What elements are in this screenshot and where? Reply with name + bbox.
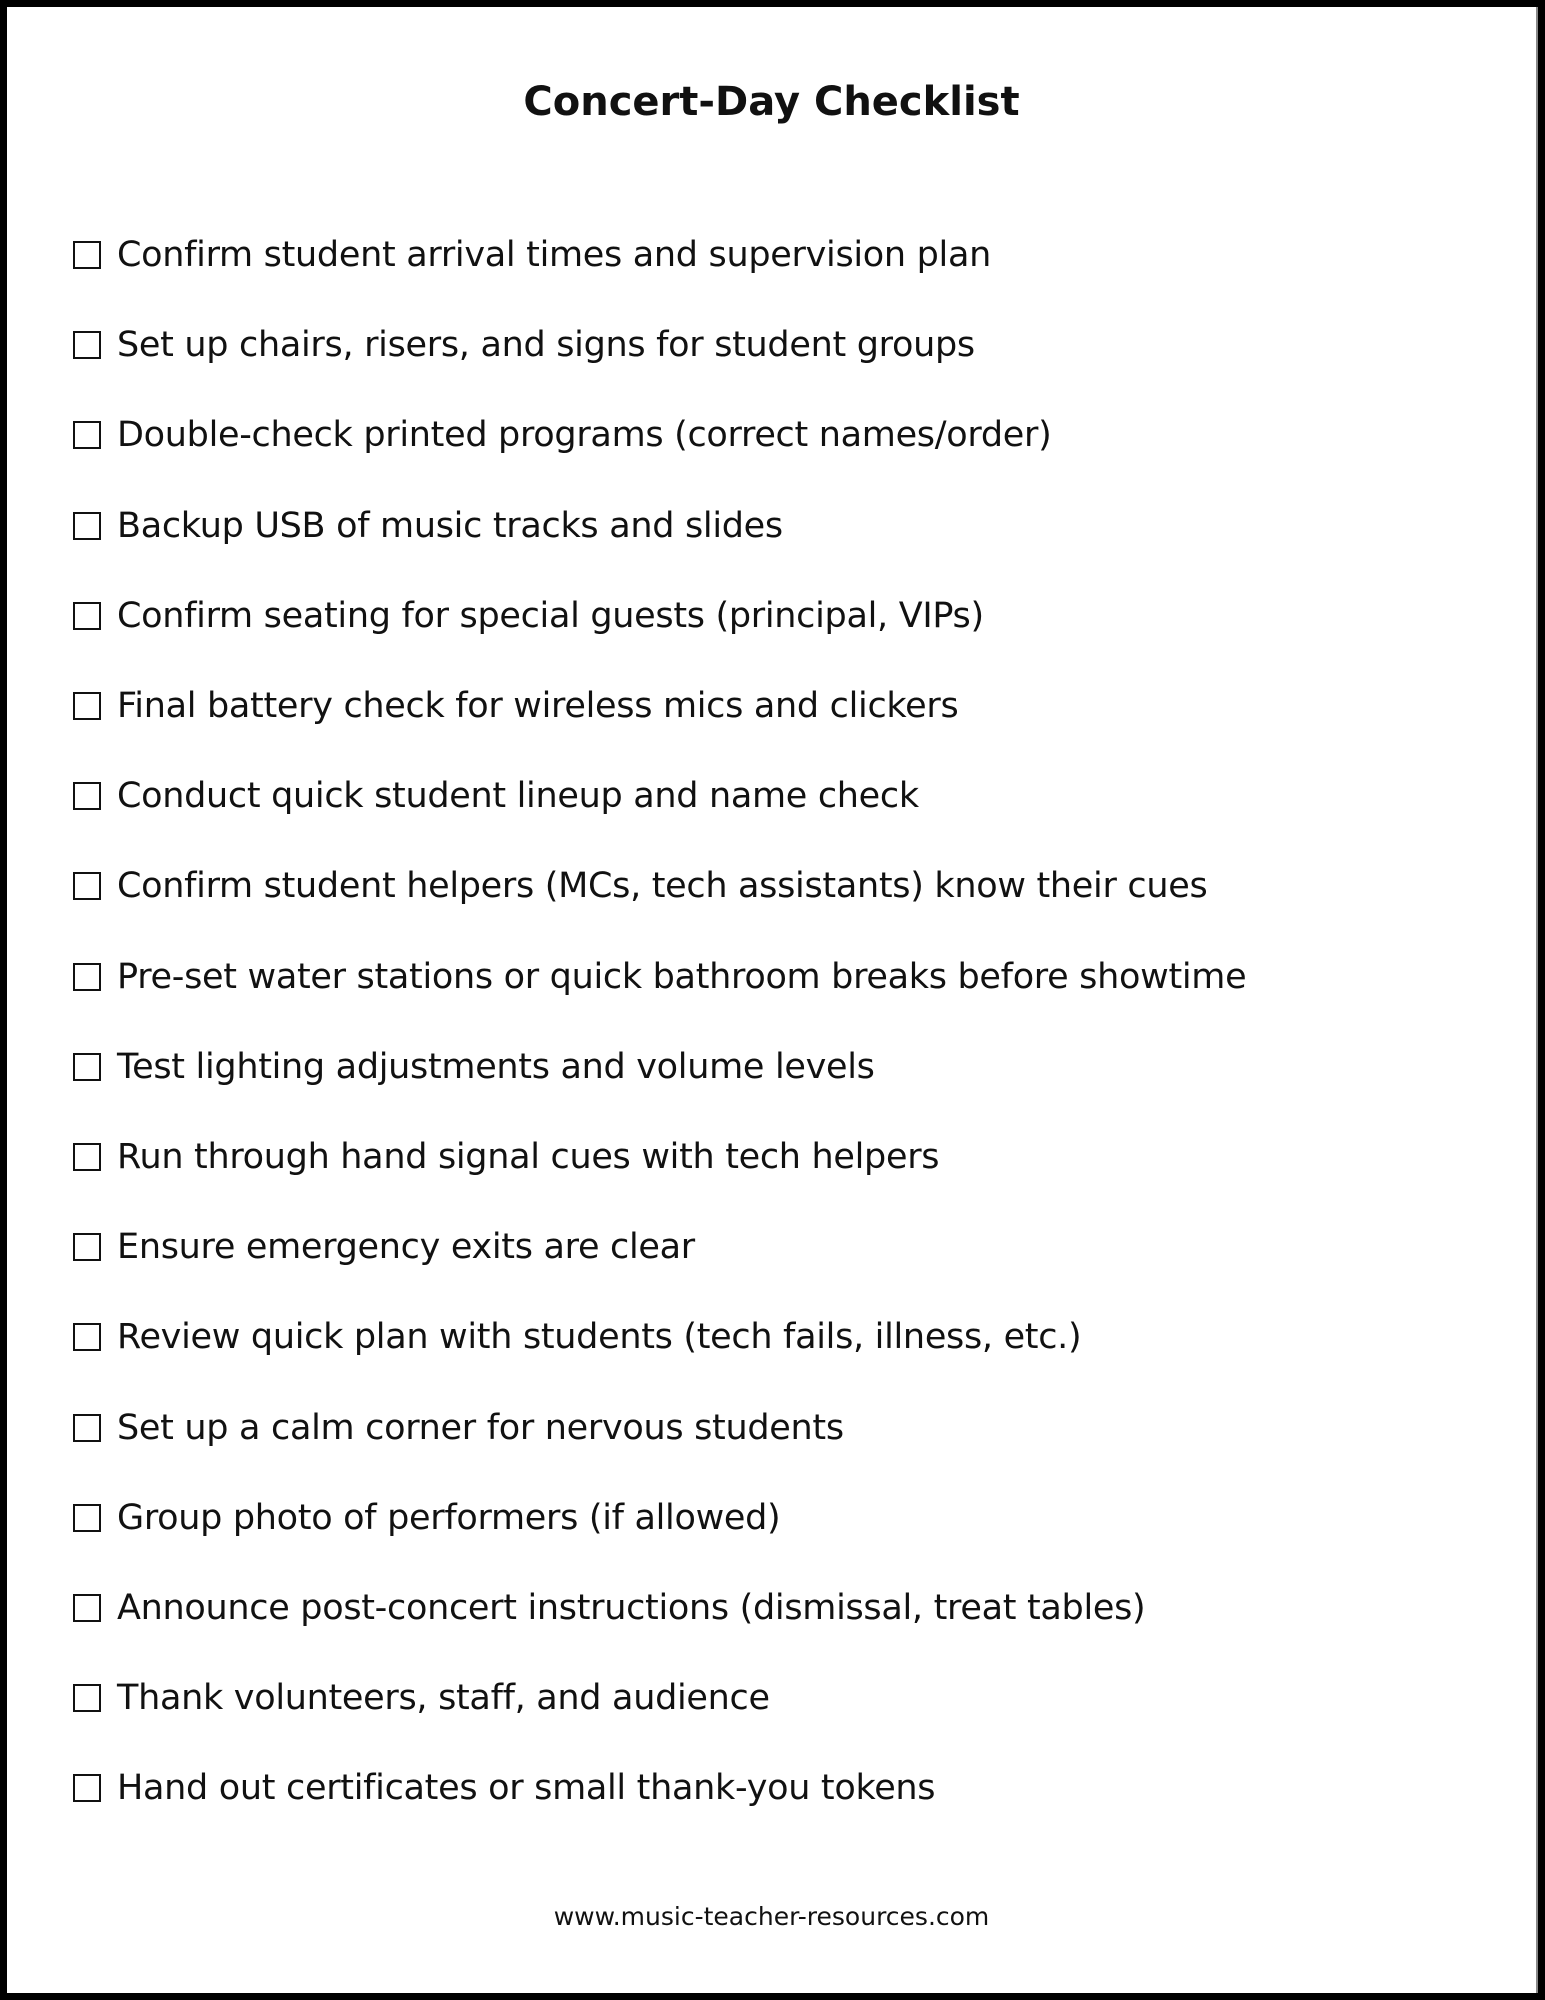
checkbox-icon[interactable] [73,963,101,991]
checklist-item [73,1112,1246,1202]
checklist-item [73,1563,1246,1653]
checklist-item-label: Confirm student helpers (MCs, tech assistants) know their cues [117,866,1208,907]
checkbox-icon[interactable] [73,1684,101,1712]
checklist-item-label: Backup USB of music tracks and slides [117,505,783,546]
checkbox-icon[interactable] [73,602,101,630]
checklist-item-label: Set up a calm corner for nervous students [117,1407,844,1448]
checklist-item-label: Group photo of performers (if allowed) [117,1497,781,1538]
checklist-item-label: Set up chairs, risers, and signs for student groups [117,325,975,366]
checklist-item-label: Run through hand signal cues with tech helpers [117,1136,940,1177]
checklist-item-label: Ensure emergency exits are clear [117,1227,695,1268]
checkbox-icon[interactable] [73,1594,101,1622]
checklist-item [73,932,1246,1022]
checkbox-icon[interactable] [73,1504,101,1532]
checklist [73,210,1246,1833]
page-title: Concert-Day Checklist [523,79,1020,125]
checkbox-icon[interactable] [73,421,101,449]
checklist-item [73,1292,1246,1382]
checklist-item [73,1202,1246,1292]
checkbox-icon[interactable] [73,1053,101,1081]
checklist-page [7,7,1538,1993]
checklist-item-label: Confirm seating for special guests (principal, VIPs) [117,595,984,636]
checklist-item-label: Final battery check for wireless mics and clickers [117,686,959,727]
checklist-item [73,571,1246,661]
checklist-item [73,661,1246,751]
checkbox-icon[interactable] [73,241,101,269]
footer-url: www.music-teacher-resources.com [553,1902,990,1931]
checklist-item [73,841,1246,931]
checkbox-icon[interactable] [73,1414,101,1442]
checkbox-icon[interactable] [73,1323,101,1351]
checkbox-icon[interactable] [73,512,101,540]
checklist-item-label: Conduct quick student lineup and name check [117,776,919,817]
checklist-item [73,390,1246,480]
checkbox-icon[interactable] [73,1233,101,1261]
checkbox-icon[interactable] [73,782,101,810]
checklist-item [73,1743,1246,1833]
checkbox-icon[interactable] [73,872,101,900]
checkbox-icon[interactable] [73,692,101,720]
checklist-item-label: Thank volunteers, staff, and audience [117,1678,770,1719]
checklist-item-label: Announce post-concert instructions (dismissal, treat tables) [117,1587,1146,1628]
checklist-item [73,1382,1246,1472]
checkbox-icon[interactable] [73,1774,101,1802]
checklist-item [73,1473,1246,1563]
checklist-item [73,300,1246,390]
checklist-item [73,751,1246,841]
checklist-item-label: Double-check printed programs (correct names/order) [117,415,1052,456]
checklist-item [73,1022,1246,1112]
checkbox-icon[interactable] [73,1143,101,1171]
checklist-item-label: Hand out certificates or small thank-you tokens [117,1768,936,1809]
checklist-item [73,481,1246,571]
checkbox-icon[interactable] [73,331,101,359]
checklist-item-label: Review quick plan with students (tech fails, illness, etc.) [117,1317,1082,1358]
checklist-item-label: Confirm student arrival times and supervision plan [117,235,991,276]
checklist-item [73,1653,1246,1743]
checklist-item-label: Test lighting adjustments and volume levels [117,1046,875,1087]
checklist-item-label: Pre-set water stations or quick bathroom breaks before showtime [117,956,1247,997]
checklist-item [73,210,1246,300]
